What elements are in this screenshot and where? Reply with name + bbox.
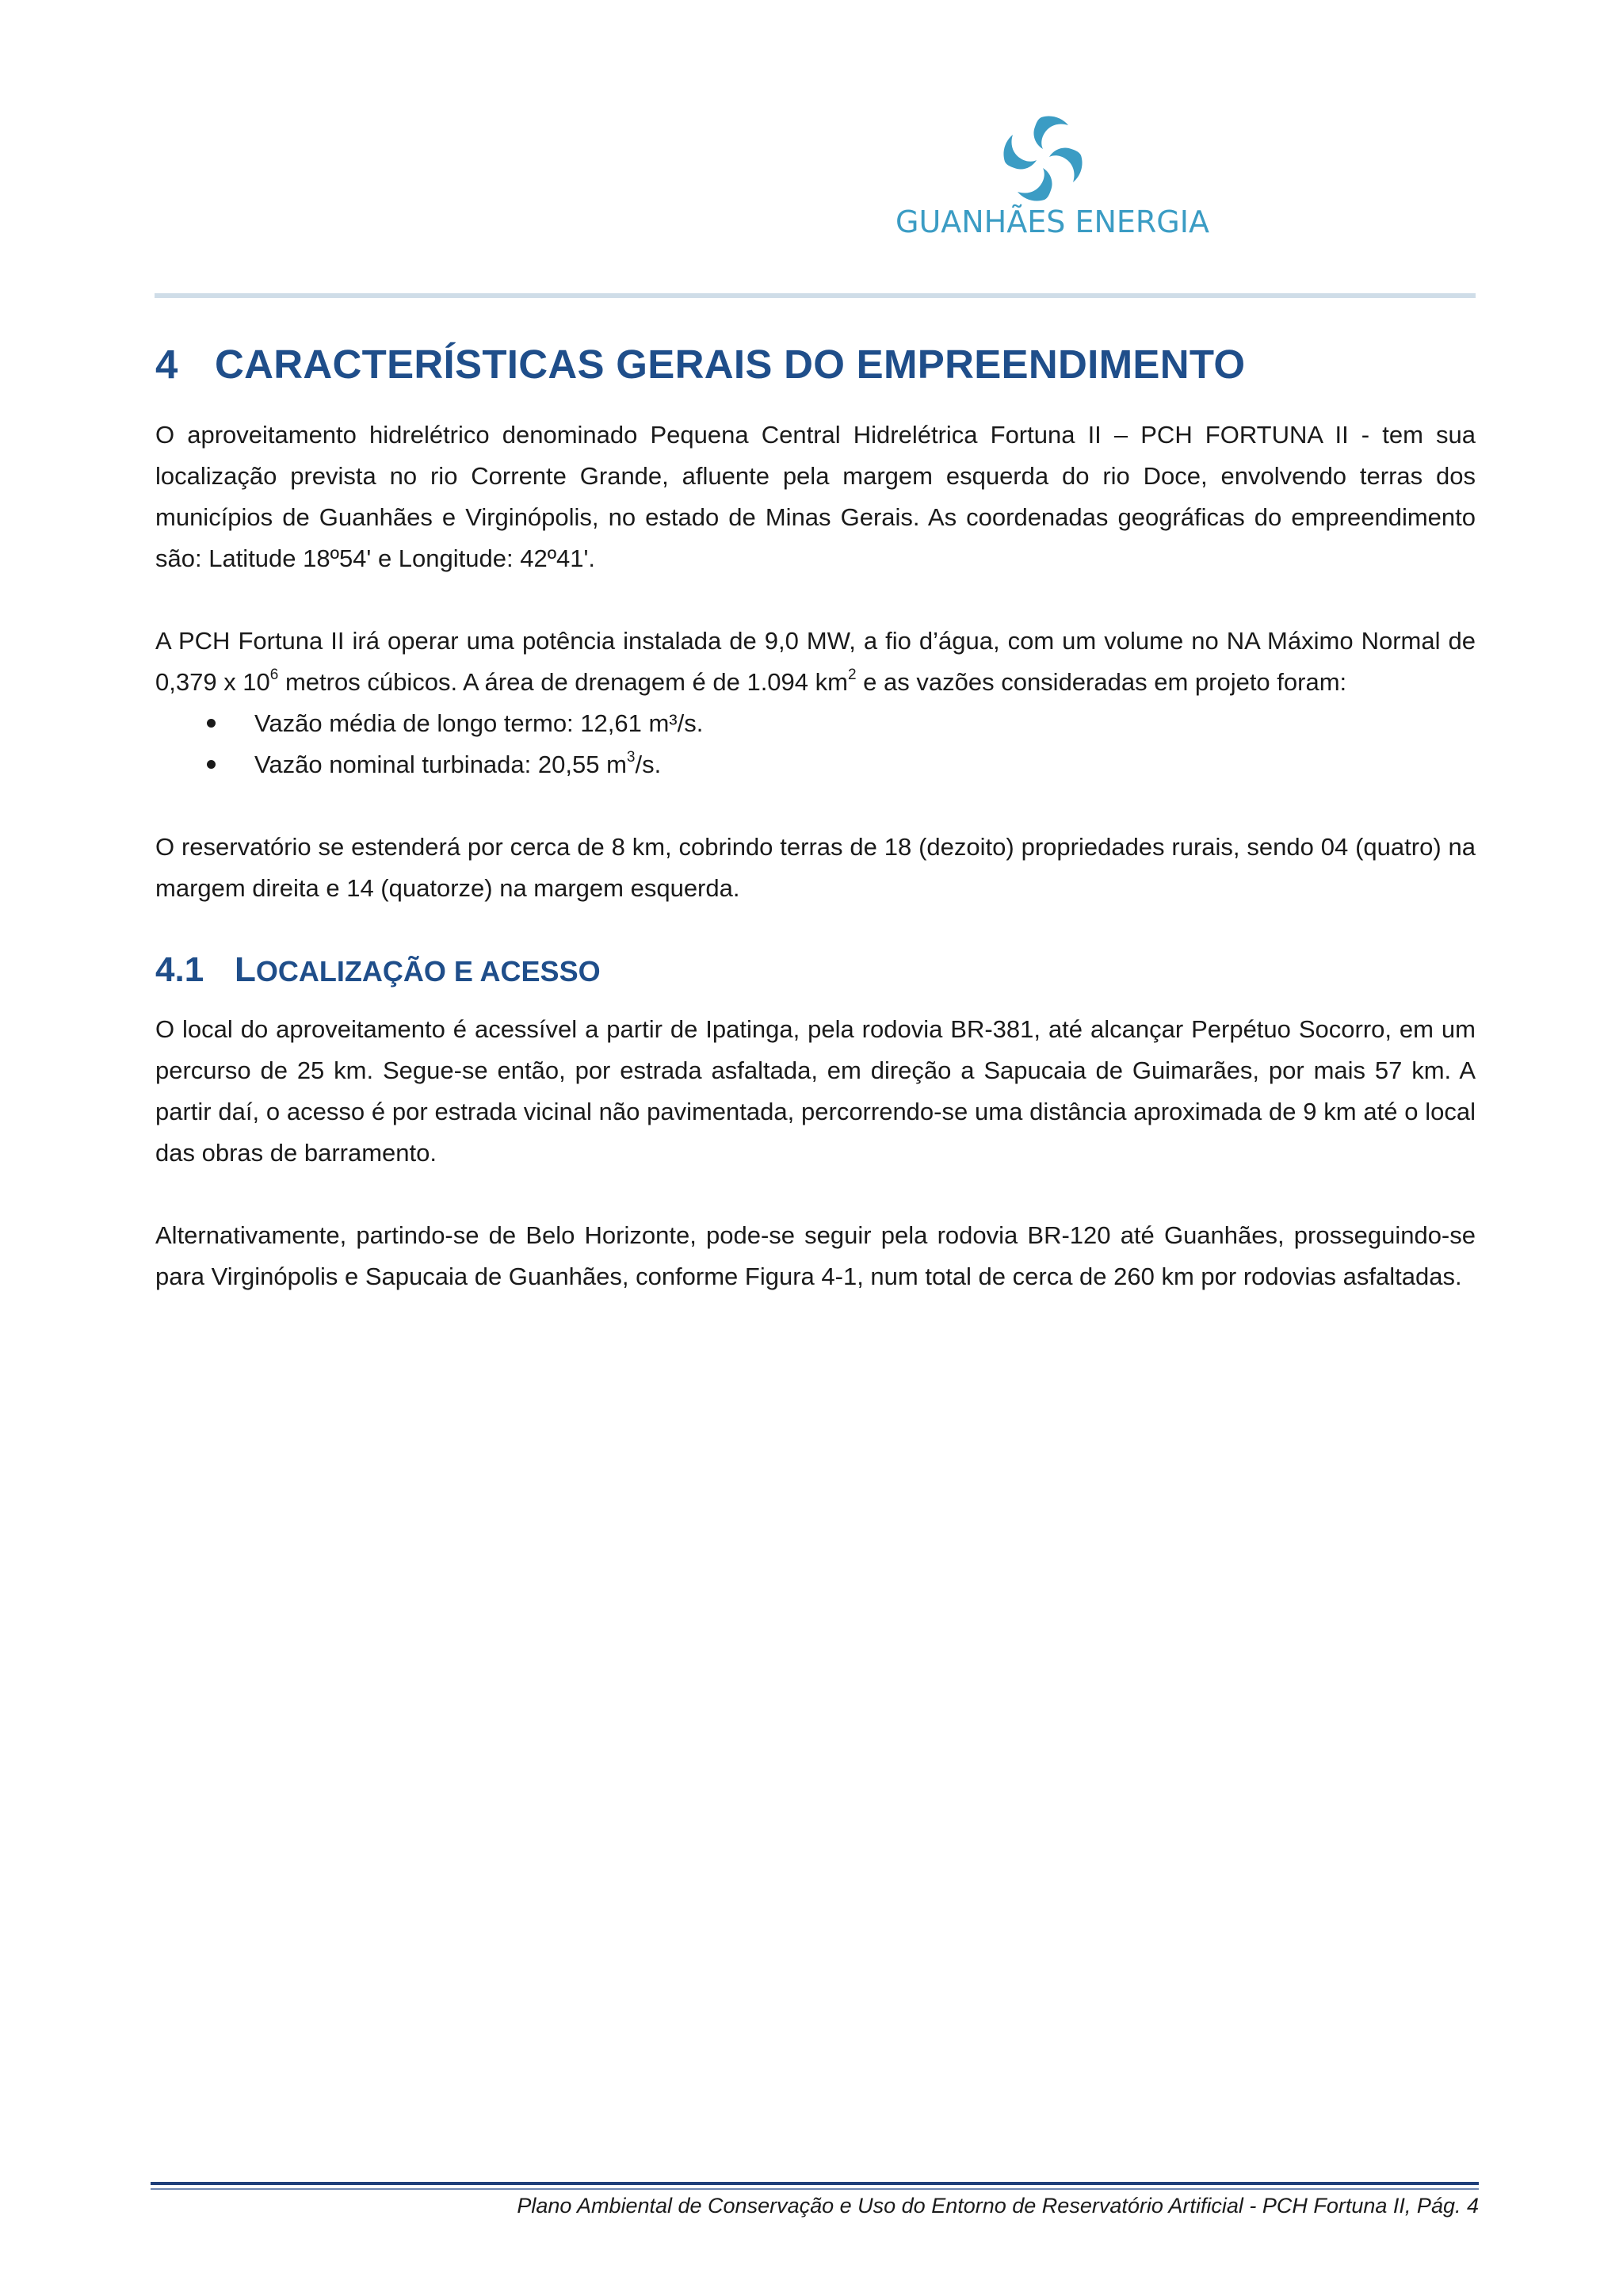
company-logo — [896, 111, 1209, 246]
subsection-heading: 4.1 LOCALIZAÇÃO E ACESSO — [155, 950, 601, 989]
paragraph-location: O aproveitamento hidrelétrico denominado Pequena Central Hidrelétrica Fortuna II – PCH FORTUNA II - tem sua localização prevista no rio Corrente Grande, afluente pela margem esquerda do rio Doce, envolvendo terras dos municípios de Guanhães e Virginópolis, no estado de Minas Gerais. As coordenadas geográficas do empreendimento são: Latitude 18º54' e Longitude: 42º41'. — [155, 421, 1476, 572]
bullet-icon — [207, 760, 216, 769]
footer-divider-thin — [151, 2188, 1479, 2190]
paragraph-capacity: A PCH Fortuna II irá operar uma potência instalada de 9,0 MW, a fio d’água, com um volume no NA Máximo Normal de 0,379 x $10^6$ metros cúbicos. A área de drenagem é de 1.094 $km^2$ e as vazões consideradas em projeto foram: — [155, 627, 1476, 696]
subsection-number: 4.1 — [155, 950, 204, 989]
flow-list — [155, 703, 1476, 785]
bullet-icon — [207, 719, 216, 728]
list-item: Vazão nominal turbinada: 20,55 $m^3/s$. — [155, 744, 1476, 785]
list-item: Vazão média de longo termo: 12,61 m³/s. — [155, 703, 1476, 744]
footer-divider — [151, 2182, 1479, 2185]
header-divider — [155, 293, 1476, 298]
section-title: CARACTERÍSTICAS GERAIS DO EMPREENDIMENTO — [215, 342, 1246, 387]
swirl-logo-icon — [995, 111, 1090, 206]
section-number: 4 — [155, 342, 178, 387]
paragraph-alternative-access: Alternativamente, partindo-se de Belo Horizonte, pode-se seguir pela rodovia BR-120 até Guanhães, prosseguindo-se para Virginópolis e Sapucaia de Guanhães, conforme Figura 4-1, num total de cerca de 260 km por rodovias asfaltadas. — [155, 1221, 1476, 1290]
logo-text: GUANHÃES ENERGIA — [896, 204, 1209, 239]
paragraph-access: O local do aproveitamento é acessível a partir de Ipatinga, pela rodovia BR-381, até alcançar Perpétuo Socorro, em um percurso de 25 km. Segue-se então, por estrada asfaltada, em direção a Sapucaia de Guimarães, por mais 57 km. A partir daí, o acesso é por estrada vicinal não pavimentada, percorrendo-se uma distância aproximada de 9 km até o local das obras de barramento. — [155, 1015, 1476, 1167]
page-footer: Plano Ambiental de Conservação e Uso do Entorno de Reservatório Artificial - PCH Fortuna II, Pág. 4 — [517, 2194, 1479, 2218]
page-content — [155, 341, 1476, 1297]
paragraph-reservoir: O reservatório se estenderá por cerca de 8 km, cobrindo terras de 18 (dezoito) propriedades rurais, sendo 04 (quatro) na margem direita e 14 (quatorze) na margem esquerda. — [155, 833, 1476, 902]
section-heading — [155, 341, 1476, 388]
